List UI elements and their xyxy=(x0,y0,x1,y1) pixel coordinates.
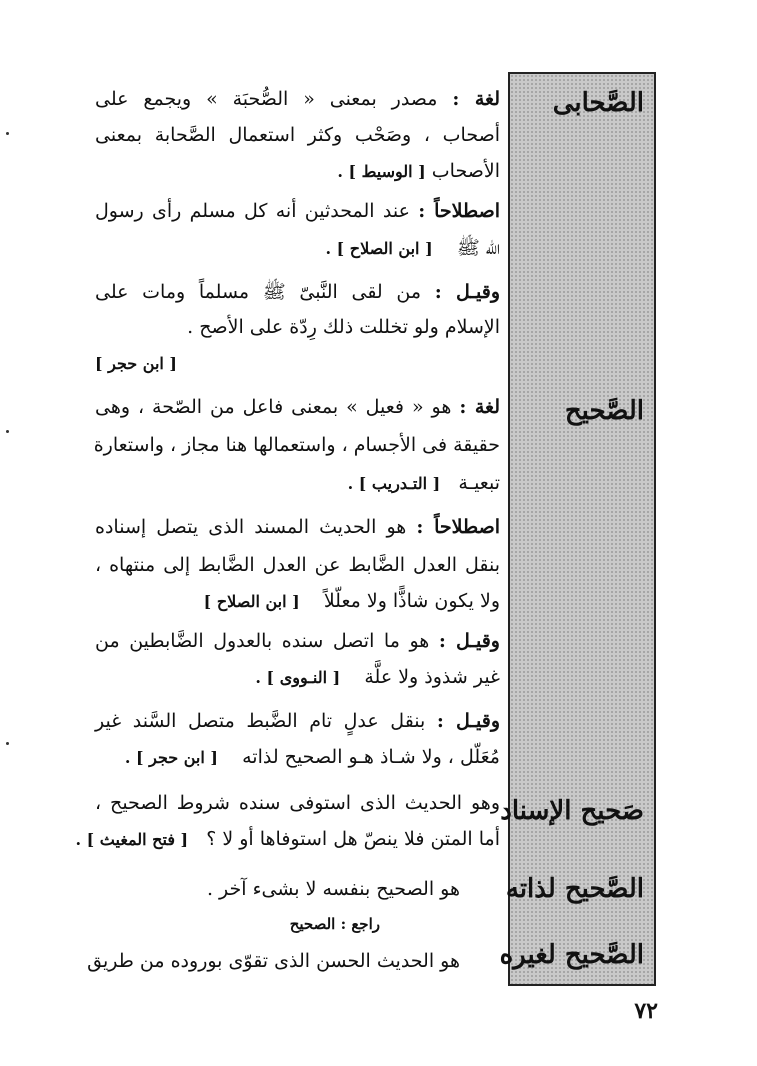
page-number: ٧٢ xyxy=(634,998,658,1024)
text-line: هو الصحيح بنفسه لا بشىء آخر . xyxy=(206,878,460,900)
reference: [ ابن حجر ] xyxy=(95,354,177,373)
label-lugha: لغة : xyxy=(452,88,500,110)
label-qila: وقيـل : xyxy=(438,630,500,652)
text-line: أصحاب ، وصَحْب وكثر استعمال الصَّحابة بمعنى xyxy=(95,124,500,146)
text-line: أما المتن فلا ينصّ هل استوفاها أو لا ؟ [ فتح المغيث ] . xyxy=(75,828,500,850)
reference: [ التـدريب ] . xyxy=(347,474,441,493)
see-also: راجع : الصحيح xyxy=(289,915,380,933)
text-line: تبعيـة [ التـدريب ] . xyxy=(347,472,500,494)
text-line: الإسلام ولو تخللت ذلك رِدّة على الأصح . xyxy=(187,316,500,338)
label-lugha: لغة : xyxy=(459,396,501,418)
text-line: لغة : هو « فعيل » بمعنى فاعل من الصّحة ، وهى xyxy=(95,396,501,418)
text-line: وهو الحديث الذى استوفى سنده شروط الصحيح ، xyxy=(95,792,500,814)
term-sahih-isnad: صَحيح الإسناد xyxy=(500,796,644,826)
text-line: اصطلاحاً : هو الحديث المسند الذى يتصل إسناده xyxy=(95,516,500,538)
label-qila: وقيـل : xyxy=(436,710,501,732)
text-line: الله ﷺ [ ابن الصلاح ] . xyxy=(325,237,500,259)
reference: [ ابن حجر ] . xyxy=(124,748,218,767)
scan-mark xyxy=(6,430,9,433)
text-line: هو الحديث الحسن الذى تقوّى بوروده من طريق xyxy=(87,950,460,972)
term-sahih-lidhatihi: الصَّحيح لذاته xyxy=(505,874,644,904)
text-line: وقيـل : بنقل عدلٍ تام الضَّبط متصل السَّند غير xyxy=(95,710,501,732)
reference: [ النـووى ] . xyxy=(255,668,341,687)
reference: [ ابن الصلاح ] . xyxy=(325,239,433,258)
text-line: الأصحاب [ الوسيط ] . xyxy=(337,160,500,182)
text-line: اصطلاحاً : عند المحدثين أنه كل مسلم رأى رسول xyxy=(95,200,500,222)
text-line: لغة : مصدر بمعنى « الصُّحبَة » ويجمع على xyxy=(95,88,500,110)
text-line: مُعَلّل ، ولا شـاذ هـو الصحيح لذاته [ ابن حجر ] . xyxy=(124,746,500,768)
label-istilahan: اصطلاحاً : xyxy=(418,200,500,222)
text-line xyxy=(95,352,500,374)
text-line: حقيقة فى الأجسام ، واستعمالها هنا مجاز ، واستعارة xyxy=(93,434,500,456)
reference: [ فتح المغيث ] . xyxy=(75,830,189,849)
reference: [ ابن الصلاح ] xyxy=(203,592,300,611)
text-line: ولا يكون شاذًّا ولا معلّلاً [ ابن الصلاح ] xyxy=(203,590,500,612)
text-line: غير شذوذ ولا علَّة [ النـووى ] . xyxy=(255,666,500,688)
terms-sidebar xyxy=(499,72,656,986)
text-line: بنقل العدل الضَّابط عن العدل الضَّابط إلى منتهاه ، xyxy=(95,554,500,576)
scan-mark xyxy=(6,132,9,135)
text-line: وقيـل : من لقى النَّبىّ ﷺ مسلماً ومات على xyxy=(95,281,500,303)
scan-mark xyxy=(6,742,9,745)
label-qila: وقيـل : xyxy=(434,281,500,303)
reference: [ الوسيط ] . xyxy=(337,162,426,181)
term-sahabi: الصَّحابى xyxy=(552,88,644,118)
term-sahih-lighayrihi: الصَّحيح لغيره xyxy=(499,940,644,970)
text-line: وقيـل : هو ما اتصل سنده بالعدول الضَّابطين من xyxy=(95,630,500,652)
label-istilahan: اصطلاحاً : xyxy=(416,516,500,538)
term-sahih: الصَّحيح xyxy=(564,396,644,426)
